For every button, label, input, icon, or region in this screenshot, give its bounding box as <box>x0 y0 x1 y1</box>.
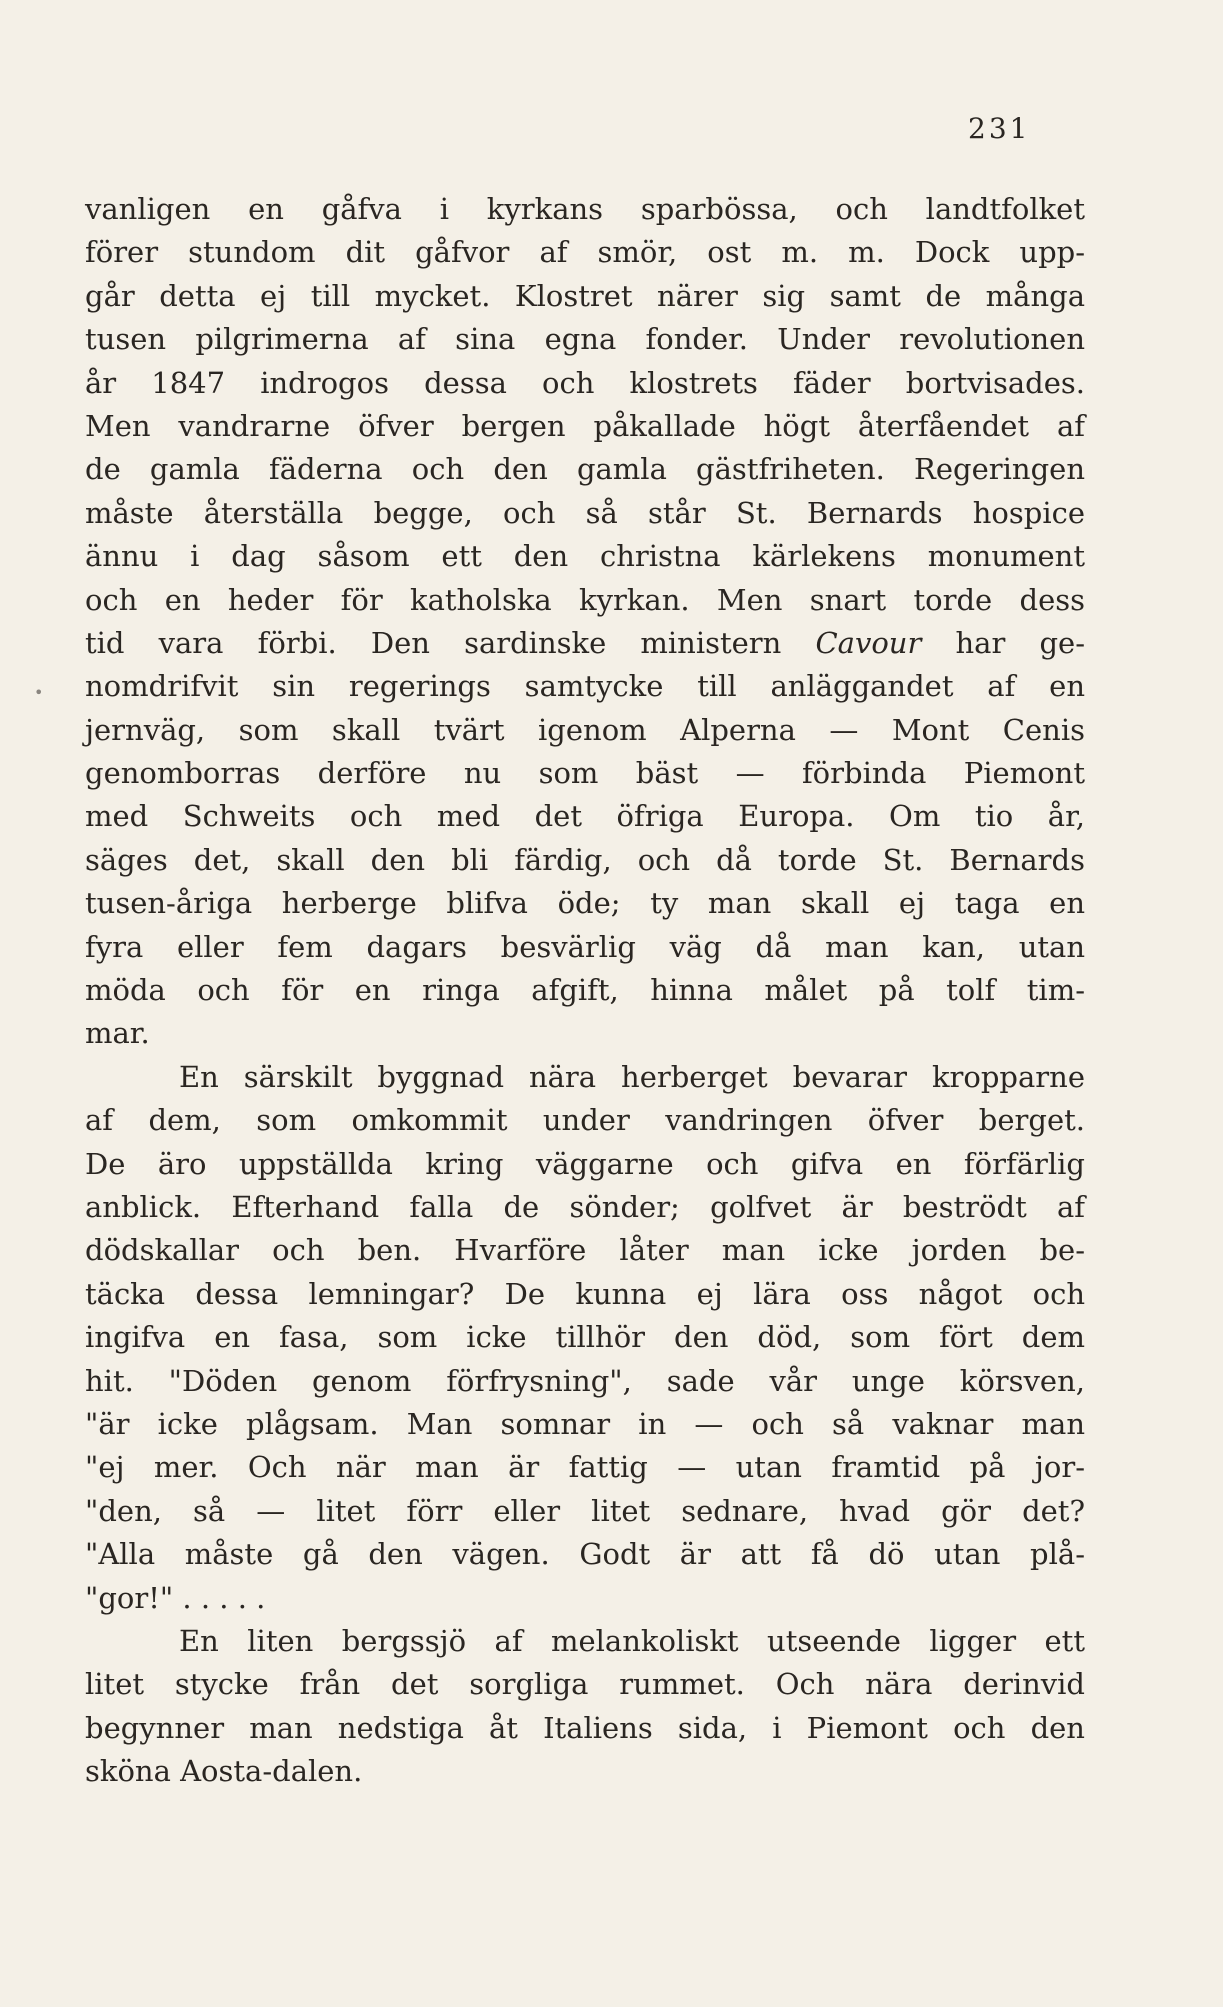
text-line: tusen-åriga herberge blifva öde; ty man skall ej taga en <box>85 886 1085 921</box>
text-line: En särskilt byggnad nära herberget bevarar kropparne <box>179 1059 1085 1094</box>
text-line: de gamla fäderna och den gamla gästfriheten. Regeringen <box>85 452 1085 487</box>
text-line: tusen pilgrimerna af sina egna fonder. Under revolutionen <box>85 322 1085 357</box>
text-line: De äro uppställda kring väggarne och gifva en förfärlig <box>85 1146 1085 1181</box>
text-line: mar. <box>85 1016 150 1051</box>
text-line: En liten bergssjö af melankoliskt utseende ligger ett <box>179 1623 1085 1658</box>
text-line: af dem, som omkommit under vandringen öfver berget. <box>85 1103 1085 1138</box>
text-line: "den, så — litet förr eller litet sednare, hvad gör det? <box>85 1493 1085 1528</box>
text-line: med Schweits och med det öfriga Europa. Om tio år, <box>85 799 1085 834</box>
text-line: år 1847 indrogos dessa och klostrets fäder bortvisades. <box>85 365 1085 400</box>
text-line: ännu i dag såsom ett den christna kärlekens monument <box>85 539 1085 574</box>
text-line: säges det, skall den bli färdig, och då torde St. Bernards <box>85 842 1085 877</box>
text-line: tid vara förbi. Den sardinske ministern Cavour har ge- <box>85 625 1085 660</box>
text-line: går detta ej till mycket. Klostret närer sig samt de många <box>85 278 1085 313</box>
text-line: måste återställa begge, och så står St. Bernards hospice <box>85 495 1085 530</box>
text-line: möda och för en ringa afgift, hinna målet på tolf tim- <box>85 973 1085 1008</box>
text-line: anblick. Efterhand falla de sönder; golfvet är beströdt af <box>85 1189 1085 1224</box>
text-line: "gor!" . . . . . <box>85 1580 266 1615</box>
text-line: och en heder för katholska kyrkan. Men snart torde dess <box>85 582 1085 617</box>
text-line: litet stycke från det sorgliga rummet. Och nära derinvid <box>85 1667 1085 1702</box>
text-line: vanligen en gåfva i kyrkans sparbössa, och landtfolket <box>85 192 1085 226</box>
text-line: begynner man nedstiga åt Italiens sida, i Piemont och den <box>85 1710 1085 1745</box>
text-line: ingifva en fasa, som icke tillhör den död, som fört dem <box>85 1320 1085 1355</box>
text-line: "är icke plågsam. Man somnar in — och så vaknar man <box>85 1406 1085 1441</box>
text-line: sköna Aosta-dalen. <box>85 1754 363 1789</box>
text-line: förer stundom dit gåfvor af smör, ost m. m. Dock upp- <box>85 235 1085 270</box>
text-line: genomborras derföre nu som bäst — förbinda Piemont <box>85 756 1085 791</box>
text-line: Men vandrarne öfver bergen påkallade högt återfåendet af <box>85 408 1085 443</box>
body-text <box>85 188 1085 1793</box>
text-line: hit. "Döden genom förfrysning", sade vår unge körsven, <box>85 1363 1085 1398</box>
text-line: täcka dessa lemningar? De kunna ej lära oss något och <box>85 1276 1085 1311</box>
text-line: dödskallar och ben. Hvarföre låter man icke jorden be- <box>85 1233 1085 1268</box>
text-line: jernväg, som skall tvärt igenom Alperna — Mont Cenis <box>85 712 1085 747</box>
text-line: nomdrifvit sin regerings samtycke till anläggandet af en <box>85 669 1085 704</box>
text-line: "Alla måste gå den vägen. Godt är att få dö utan plå- <box>85 1537 1085 1572</box>
text-line: fyra eller fem dagars besvärlig väg då man kan, utan <box>85 929 1085 964</box>
page-number: 231 <box>968 112 1031 145</box>
margin-mark: • <box>34 683 44 702</box>
text-line: "ej mer. Och när man är fattig — utan framtid på jor- <box>85 1450 1085 1485</box>
